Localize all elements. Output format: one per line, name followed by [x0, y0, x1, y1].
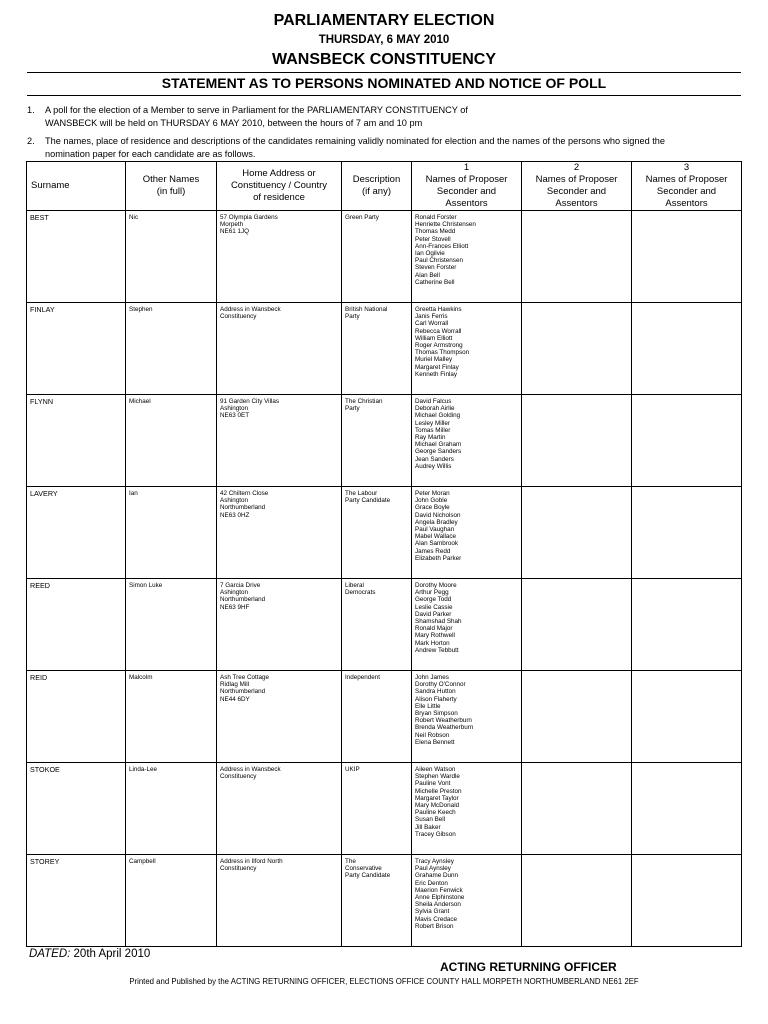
- signer-name: Bryan Simpson: [415, 710, 458, 718]
- address-line: NE63 9HF: [220, 603, 250, 611]
- header-surname: Surname: [27, 162, 126, 211]
- statement-heading: STATEMENT AS TO PERSONS NOMINATED AND NOTICE OF POLL: [161, 75, 607, 91]
- table-row: [27, 211, 742, 303]
- signer-name: Shamshad Shah: [415, 618, 462, 626]
- top-rule: [27, 72, 741, 73]
- signer-name: David Falcus: [415, 398, 452, 405]
- address-line: Address in Wansbeck: [220, 306, 281, 313]
- address-line: Northumberland: [220, 688, 266, 696]
- signer-name: George Todd: [415, 596, 452, 604]
- header-address: Home Address or Constituency / Country of residence: [217, 162, 342, 211]
- table-row: [27, 671, 742, 763]
- other-names-cell: Linda-Lee: [126, 763, 217, 855]
- proposers-cell-3: [632, 671, 742, 763]
- signer-name: Alan Sambrook: [415, 540, 459, 548]
- signer-name: Janis Ferris: [415, 313, 448, 321]
- proposers-cell-2: [522, 671, 632, 763]
- signer-name: Grace Boyle: [415, 504, 450, 512]
- dated-label: DATED:: [29, 948, 71, 960]
- address-line: Address in Wansbeck: [220, 766, 281, 773]
- description-line: The Labour: [345, 490, 378, 497]
- address-line: NE63 0ET: [220, 412, 250, 420]
- proposers-cell-1: [412, 303, 522, 395]
- description-line: The: [345, 858, 356, 865]
- surname-cell: FLYNN: [27, 395, 126, 487]
- header-proposers-3: 3 Names of Proposer Seconder and Assentors: [632, 162, 742, 211]
- description-cell: [342, 487, 412, 579]
- address-cell: [217, 763, 342, 855]
- surname-cell: STOKOE: [27, 763, 126, 855]
- proposers-cell-3: [632, 763, 742, 855]
- description-cell: [342, 211, 412, 303]
- header-other-names: Other Names (in full): [126, 162, 217, 211]
- signer-name: Tracey Gibson: [415, 830, 456, 838]
- signer-name: Mary McDonald: [415, 802, 460, 810]
- proposers-cell-2: [522, 579, 632, 671]
- address-cell: [217, 303, 342, 395]
- paragraph-number: 2.: [27, 136, 35, 146]
- signer-name: Alison Flaherty: [415, 695, 457, 703]
- paragraph-line: The names, place of residence and descriptions of the candidates remaining validly nominated for election and the names of the persons who signed the: [45, 136, 666, 146]
- signer-name: Michael Golding: [415, 412, 461, 420]
- other-names-cell: Simon Luke: [126, 579, 217, 671]
- header-description: Description (if any): [342, 162, 412, 211]
- signer-name: Robert Brison: [415, 922, 454, 930]
- other-names-cell: Campbell: [126, 855, 217, 947]
- heading-rule: [27, 95, 741, 96]
- proposers-cell-2: [522, 763, 632, 855]
- address-line: Ashington: [220, 497, 249, 505]
- signer-name: Angela Bradley: [415, 518, 458, 526]
- signer-name: Mabel Wallace: [415, 533, 457, 541]
- signer-name: Sheila Anderson: [415, 901, 461, 909]
- signer-name: David Nicholson: [415, 511, 461, 519]
- paragraph-line: nomination paper for each candidate are as follows.: [45, 149, 256, 159]
- address-line: Ashington: [220, 405, 249, 413]
- signer-name: Michael Graham: [415, 441, 462, 449]
- address-line: Northumberland: [220, 596, 266, 604]
- signer-name: Paul Christensen: [415, 257, 463, 265]
- poll-paragraph: [27, 104, 741, 130]
- address-cell: [217, 579, 342, 671]
- signer-name: Susan Bell: [415, 816, 446, 824]
- signer-name: Audrey Willis: [415, 462, 452, 470]
- proposers-cell-1: [412, 763, 522, 855]
- paragraph-number: 1.: [27, 105, 35, 115]
- signer-name: Tracy Aynsley: [415, 858, 454, 865]
- signer-name: Thomas Thompson: [415, 349, 470, 357]
- address-cell: [217, 395, 342, 487]
- signer-name: David Parker: [415, 610, 452, 618]
- address-line: Constituency: [220, 773, 257, 781]
- signer-name: Ronald Forster: [415, 214, 457, 221]
- signer-name: Ann-Frances Elliott: [415, 242, 469, 250]
- description-line: Liberal: [345, 582, 364, 589]
- dated-value: 20th April 2010: [70, 948, 151, 960]
- address-line: 57 Olympia Gardens: [220, 214, 278, 221]
- description-line: UKIP: [345, 766, 360, 773]
- header-proposers-2: 2 Names of Proposer Seconder and Assentors: [522, 162, 632, 211]
- signer-name: Neil Robson: [415, 731, 450, 739]
- nominations-paragraph: [27, 135, 741, 161]
- surname-cell: LAVERY: [27, 487, 126, 579]
- printer-imprint: Printed and Published by the ACTING RETURNING OFFICER, ELECTIONS OFFICE COUNTY HALL MORPETH NORTHUMBERLAND NE61 2EF: [129, 977, 639, 986]
- signer-name: Eric Denton: [415, 879, 448, 887]
- signer-name: Grahame Dunn: [415, 872, 459, 880]
- other-names-cell: Michael: [126, 395, 217, 487]
- table-header-row: [27, 162, 742, 211]
- table-row: [27, 579, 742, 671]
- signer-name: Leslie Cassie: [415, 603, 453, 611]
- signer-name: Ray Martin: [415, 434, 446, 442]
- election-date: THURSDAY, 6 MAY 2010: [318, 34, 450, 46]
- signer-name: Tomas Miller: [415, 426, 451, 434]
- address-line: 42 Chiltern Close: [220, 490, 269, 497]
- proposers-cell-3: [632, 395, 742, 487]
- signer-name: William Elliott: [415, 334, 453, 342]
- signer-name: Roger Armstrong: [415, 342, 463, 350]
- address-line: Constituency: [220, 313, 257, 321]
- proposers-cell-2: [522, 211, 632, 303]
- surname-cell: FINLAY: [27, 303, 126, 395]
- surname-cell: REED: [27, 579, 126, 671]
- table-row: [27, 487, 742, 579]
- proposers-cell-2: [522, 303, 632, 395]
- signer-name: Dorothy O'Connor: [415, 681, 466, 689]
- proposers-cell-3: [632, 855, 742, 947]
- signer-name: Lesley Miller: [415, 419, 450, 427]
- paragraph-line: WANSBECK will be held on THURSDAY 6 MAY 2010, between the hours of 7 am and 10 pm: [45, 118, 423, 128]
- description-cell: [342, 395, 412, 487]
- signer-name: Margaret Taylor: [415, 794, 459, 802]
- signer-name: Dorothy Moore: [415, 582, 457, 589]
- description-line: The Christian: [345, 398, 383, 405]
- signer-name: Mark Horton: [415, 639, 450, 647]
- signer-name: Brenda Weatherburn: [415, 724, 474, 732]
- other-names-cell: Ian: [126, 487, 217, 579]
- other-names-cell: Malcolm: [126, 671, 217, 763]
- signer-name: Margaret Finlay: [415, 363, 459, 371]
- signer-name: Catherine Bell: [415, 278, 455, 286]
- signer-name: Paul Vaughan: [415, 526, 455, 534]
- address-cell: [217, 487, 342, 579]
- description-line: British National: [345, 306, 388, 313]
- address-line: Constituency: [220, 865, 257, 873]
- header-proposers-1: 1 Names of Proposer Seconder and Assentors: [412, 162, 522, 211]
- signer-name: Jill Baker: [415, 823, 441, 831]
- signer-name: Andrew Tebbutt: [415, 646, 459, 654]
- address-line: Ash Tree Cottage: [220, 674, 270, 681]
- address-line: NE61 1JQ: [220, 228, 250, 236]
- signer-name: Alan Bell: [415, 271, 440, 279]
- description-line: Party: [345, 313, 360, 321]
- signer-name: Maerion Fenwick: [415, 886, 463, 894]
- proposers-cell-2: [522, 395, 632, 487]
- signer-name: Robert Weatherburn: [415, 717, 472, 725]
- signer-name: Pauline Keech: [415, 809, 456, 817]
- signer-name: Arthur Pegg: [415, 589, 449, 597]
- signer-name: Aileen Watson: [415, 766, 456, 773]
- signer-name: Elizabeth Parker: [415, 554, 462, 562]
- address-line: 7 Garcia Drive: [220, 582, 261, 589]
- description-cell: [342, 855, 412, 947]
- description-cell: [342, 303, 412, 395]
- description-line: Party Candidate: [345, 497, 391, 505]
- paragraph-line: A poll for the election of a Member to serve in Parliament for the PARLIAMENTARY CONSTITUENCY of: [45, 105, 468, 115]
- dated-line: [29, 948, 150, 960]
- signer-name: Sylvia Grant: [415, 908, 450, 916]
- signer-name: Stephen Wardle: [415, 773, 460, 781]
- signer-name: Thomas Medd: [415, 228, 456, 236]
- address-line: 91 Garden City Villas: [220, 398, 280, 405]
- proposers-cell-3: [632, 579, 742, 671]
- election-title: PARLIAMENTARY ELECTION: [273, 12, 495, 29]
- signer-name: Peter Stovell: [415, 235, 451, 243]
- proposers-cell-3: [632, 487, 742, 579]
- description-line: Democrats: [345, 589, 376, 597]
- signer-name: Deborah Airlie: [415, 405, 455, 413]
- signer-name: Mary Rothwell: [415, 632, 455, 640]
- proposers-cell-1: [412, 487, 522, 579]
- surname-cell: BEST: [27, 211, 126, 303]
- proposers-cell-1: [412, 211, 522, 303]
- surname-cell: REID: [27, 671, 126, 763]
- nominations-table: [26, 161, 742, 947]
- signer-name: James Redd: [415, 547, 451, 555]
- other-names-cell: Stephen: [126, 303, 217, 395]
- signer-name: Carl Worrall: [415, 320, 449, 328]
- description-line: Independent: [345, 674, 381, 681]
- signer-name: Ronald Major: [415, 625, 453, 633]
- signer-name: Steven Forster: [415, 264, 457, 272]
- signer-name: Elena Bennett: [415, 738, 455, 746]
- signer-name: Paul Aynsley: [415, 865, 451, 873]
- signer-name: Elle Little: [415, 702, 441, 710]
- table-row: [27, 395, 742, 487]
- table-row: [27, 855, 742, 947]
- signer-name: Henriette Christensen: [415, 221, 476, 229]
- address-cell: [217, 211, 342, 303]
- signer-name: John Goble: [415, 497, 448, 505]
- description-line: Party Candidate: [345, 872, 391, 880]
- surname-cell: STOREY: [27, 855, 126, 947]
- address-line: Morpeth: [220, 221, 244, 229]
- address-line: Ridlag Mill: [220, 681, 250, 689]
- description-cell: [342, 579, 412, 671]
- address-line: Northumberland: [220, 504, 266, 512]
- signer-name: Greetta Hawkins: [415, 306, 462, 313]
- signer-name: Anne Elphinstone: [415, 894, 465, 902]
- signer-name: Kenneth Finlay: [415, 370, 458, 378]
- proposers-cell-1: [412, 671, 522, 763]
- table-row: [27, 763, 742, 855]
- proposers-cell-1: [412, 395, 522, 487]
- address-cell: [217, 671, 342, 763]
- other-names-cell: Nic: [126, 211, 217, 303]
- description-line: Green Party: [345, 214, 379, 221]
- signer-name: Michelle Preston: [415, 787, 462, 795]
- signer-name: Pauline Vont: [415, 780, 451, 788]
- address-line: NE44 6DY: [220, 695, 250, 703]
- proposers-cell-1: [412, 579, 522, 671]
- signer-name: John James: [415, 674, 449, 681]
- table-row: [27, 303, 742, 395]
- proposers-cell-3: [632, 303, 742, 395]
- signer-name: Peter Moran: [415, 490, 450, 497]
- address-cell: [217, 855, 342, 947]
- signer-name: Rebecca Worrall: [415, 327, 462, 335]
- description-cell: [342, 671, 412, 763]
- signer-name: Mavis Credace: [415, 915, 457, 923]
- address-line: Ashington: [220, 589, 249, 597]
- signer-name: Jean Sanders: [415, 455, 454, 463]
- proposers-cell-1: [412, 855, 522, 947]
- address-line: Address in Ilford North: [220, 858, 283, 865]
- returning-officer-title: ACTING RETURNING OFFICER: [440, 960, 617, 974]
- proposers-cell-3: [632, 211, 742, 303]
- signer-name: Muriel Malley: [415, 356, 453, 364]
- signer-name: Sandra Hutton: [415, 688, 456, 696]
- proposers-cell-2: [522, 487, 632, 579]
- address-line: NE63 0HZ: [220, 511, 250, 519]
- signer-name: George Sanders: [415, 448, 462, 456]
- description-cell: [342, 763, 412, 855]
- signer-name: Ian Ogilvie: [415, 250, 445, 258]
- constituency-title: WANSBECK CONSTITUENCY: [271, 51, 496, 68]
- description-line: Conservative: [345, 865, 382, 873]
- proposers-cell-2: [522, 855, 632, 947]
- description-line: Party: [345, 405, 360, 413]
